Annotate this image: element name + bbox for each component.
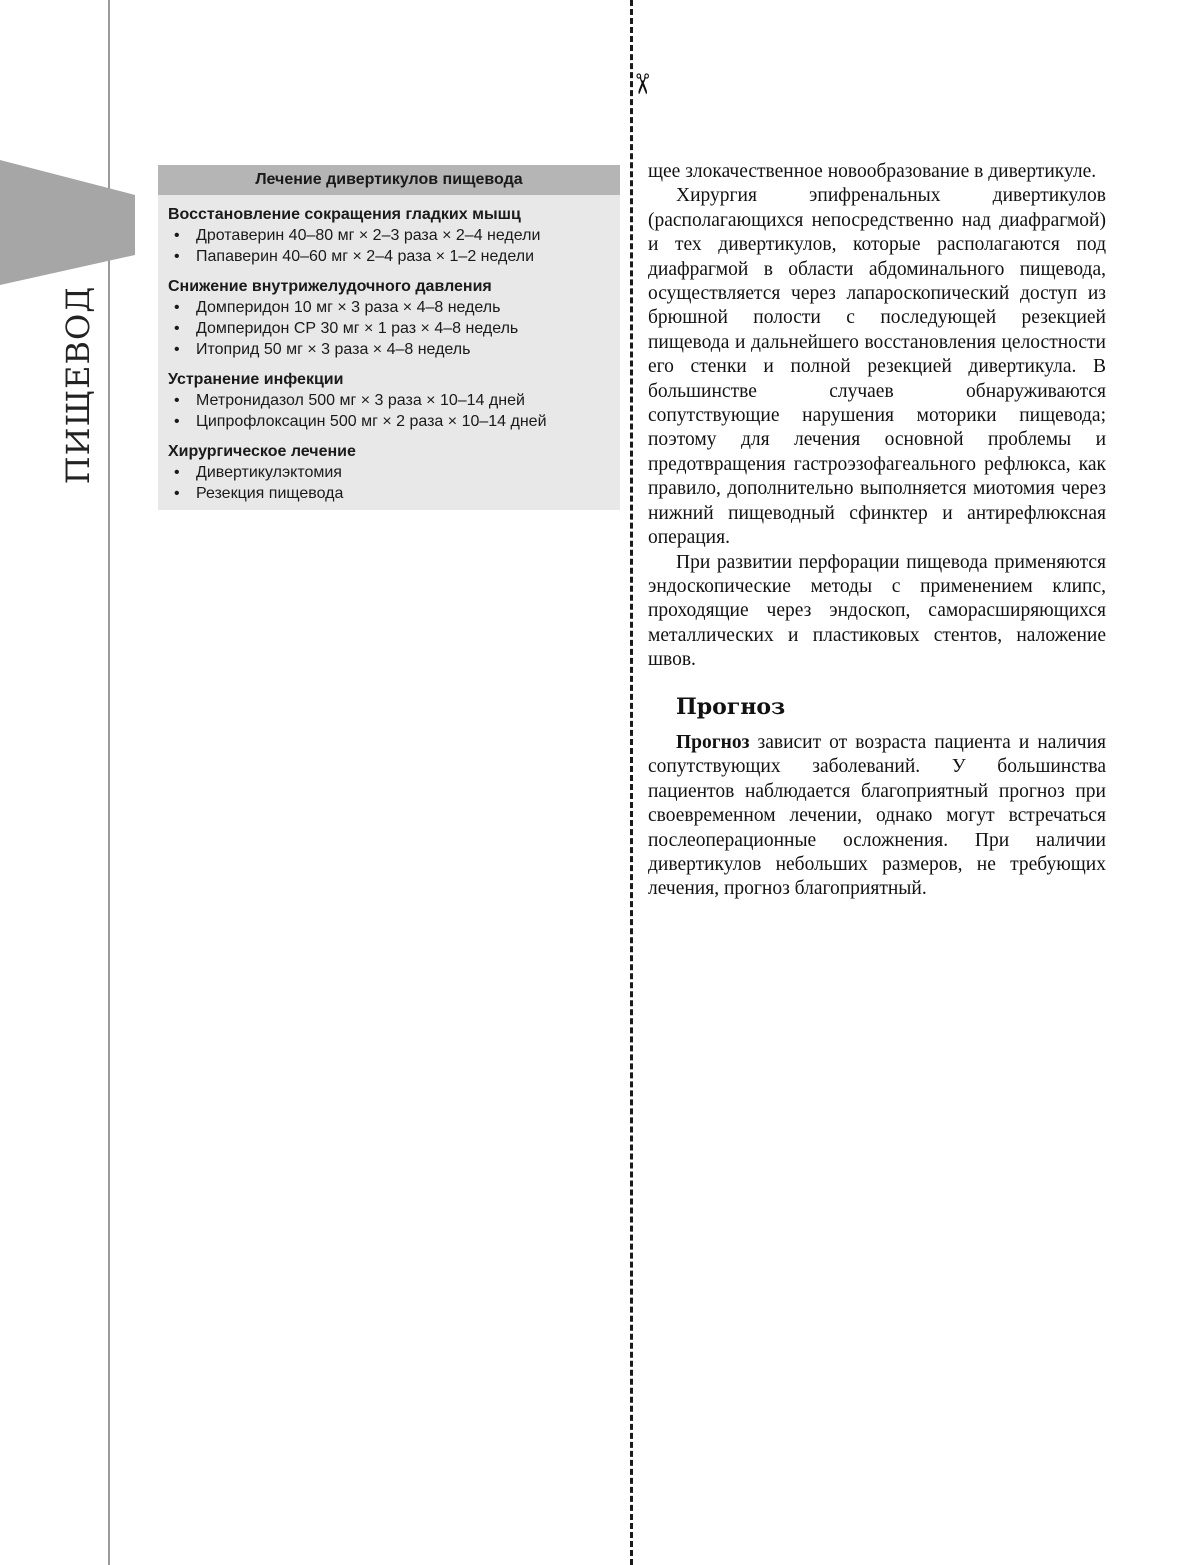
paragraph: щее злокачественное новообразование в дивертикуле. <box>648 161 1097 182</box>
paragraph <box>648 731 1106 902</box>
body-column <box>648 160 1106 902</box>
box-title: Лечение дивертикулов пищевода <box>158 165 620 195</box>
paragraph-text: зависит от возраста пациента и наличия сопутствующих заболеваний. У большинства пациентов наблюдается благоприятный прогноз при своевременном лечении, однако могут встречаться послеоперационные осложнения. При наличии дивертикулов небольших размеров, не требующих лечения, прогноз благоприятный. <box>648 731 1106 900</box>
list-item: • Итоприд 50 мг × 3 раза × 4–8 недель <box>168 339 610 360</box>
list-item: • Ципрофлоксацин 500 мг × 2 раза × 10–14 дней <box>168 411 610 432</box>
group-heading: Снижение внутрижелудочного давления <box>168 278 492 295</box>
treatment-group <box>158 370 620 432</box>
list-item: • Метронидазол 500 мг × 3 раза × 10–14 дней <box>168 390 610 411</box>
list-item: • Папаверин 40–60 мг × 2–4 раза × 1–2 недели <box>168 246 610 267</box>
chapter-tab <box>0 0 135 290</box>
cut-line <box>630 0 633 1565</box>
treatment-box <box>158 165 620 510</box>
paragraph: При развитии перфорации пищевода применяются эндоскопические методы с применением клипс, проходящие через эндоскоп, саморасширяющихся металлических и пластиковых стентов, наложение швов. <box>648 551 1106 671</box>
list-item: • Резекция пищевода <box>168 483 610 504</box>
list-item: • Дротаверин 40–80 мг × 2–3 раза × 2–4 недели <box>168 225 610 246</box>
paragraph: Хирургия эпифренальных дивертикулов (располагающихся непосредственно над диафрагмой) и тех дивертикулов, которые располагаются под диафрагмой в области абдоминального пищевода, осуществляется через лапароскопический доступ из брюшной полости с последующей резекцией пищевода и дальнейшего восстановления целостности его стенки и полной резекцией дивертикула. В большинстве случаев обнаруживаются сопутствующие нарушения моторики пищевода; поэтому для лечения основной проблемы и предотвращения гастроэзофагеального рефлюкса, как правило, дополнительно выполняется миотомия через нижний пищеводный сфинктер и антирефлюксная операция. <box>648 185 1106 549</box>
list-item: • Домперидон 10 мг × 3 раза × 4–8 недель <box>168 297 610 318</box>
group-heading: Восстановление сокращения гладких мышц <box>168 206 521 223</box>
list-item: • Домперидон СР 30 мг × 1 раз × 4–8 недель <box>168 318 610 339</box>
treatment-group <box>158 442 620 504</box>
lead-term: Прогноз <box>676 731 750 753</box>
chapter-label: ПИЩЕВОД <box>59 285 97 485</box>
list-item: • Дивертикулэктомия <box>168 462 610 483</box>
treatment-group <box>158 205 620 267</box>
scissors-icon: ✂ <box>625 72 659 96</box>
group-heading: Устранение инфекции <box>168 371 344 388</box>
group-heading: Хирургическое лечение <box>168 443 356 460</box>
section-heading: Прогноз <box>676 693 786 720</box>
treatment-group <box>158 277 620 360</box>
